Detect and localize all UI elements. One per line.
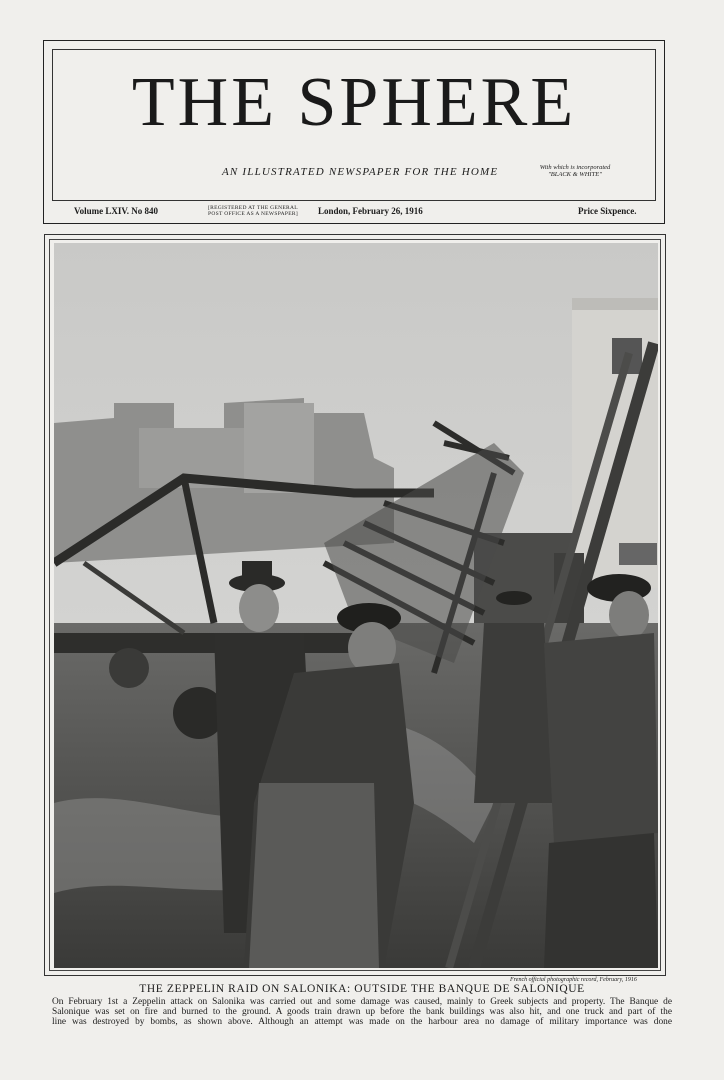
newspaper-title: THE SPHERE <box>131 64 577 141</box>
incorporated-note <box>520 164 630 178</box>
volume-number: Volume LXIV. No 840 <box>74 206 159 216</box>
caption-body <box>52 997 672 1027</box>
photo-credit: French official photographic record, February, 1916 <box>510 977 637 983</box>
caption-line-1: On February 1st a Zeppelin attack on Salonika was carried out and some damage was caused, mainly to Greek subjects and property. The Banque de <box>52 997 672 1007</box>
issue-date: London, February 26, 1916 <box>318 206 423 216</box>
incorporated-line-2: "BLACK & WHITE" <box>548 171 602 179</box>
caption-line-2: Salonique was set on fire and burned to the ground. A goods train drawn up before the bank buildings was also hit, and one truck and part of the <box>52 1007 672 1017</box>
registered-line-2: POST OFFICE AS A NEWSPAPER] <box>208 211 299 218</box>
registered-line-1: [REGISTERED AT THE GENERAL <box>208 205 298 211</box>
wreckage-photograph <box>54 243 658 968</box>
incorporated-line-1: With which is incorporated <box>539 164 611 171</box>
issue-price: Price Sixpence. <box>578 206 637 216</box>
caption-line-3: line was destroyed by bombs, as shown above. Although an attempt was made on the harbour area no damage of military importance was done <box>52 1017 672 1027</box>
newspaper-subtitle: AN ILLUSTRATED NEWSPAPER FOR THE HOME <box>222 166 499 178</box>
registered-note <box>208 205 298 218</box>
caption-title: THE ZEPPELIN RAID ON SALONIKA: OUTSIDE THE BANQUE DE SALONIQUE <box>139 983 585 995</box>
